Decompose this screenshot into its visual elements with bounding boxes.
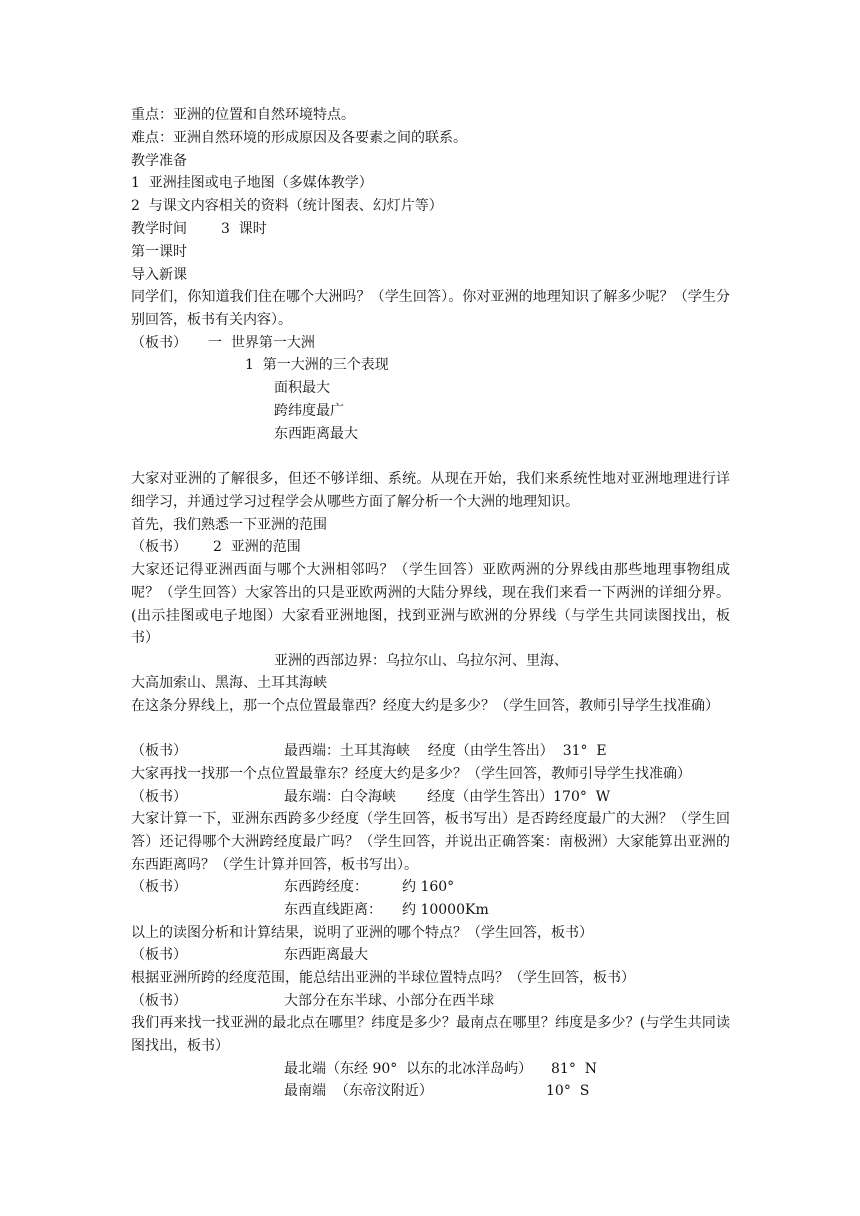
longitude-span-value: 约 160°	[402, 879, 455, 895]
lesson-title: 第一课时	[131, 244, 187, 260]
feature-board-text: 东西距离最大	[284, 947, 368, 963]
board-label: （板书）	[131, 993, 187, 1009]
board-point-latitude: 跨纬度最广	[274, 403, 344, 419]
longitude-span-label: 东西跨经度：	[284, 879, 368, 895]
range-intro-line: 首先，我们熟悉一下亚洲的范围	[131, 517, 327, 533]
board-point-area: 面积最大	[274, 380, 330, 396]
distance-label: 东西直线距离：	[284, 902, 382, 918]
board-label: （板书）	[131, 743, 187, 759]
eastmost-paragraph: 大家再找一找那一个点位置最靠东？经度大约是多少？（学生回答，教师引导学生找准确）	[131, 766, 691, 782]
board-label: （板书）	[131, 879, 187, 895]
calculation-paragraph: 大家计算一下，亚洲东西跨多少经度（学生回答，板书写出）是否跨经度最广的大洲？（学生回答）还记得哪个大洲跨经度最广吗？（学生回答，并说出正确答案：南极洲）大家能算出亚洲的东西距离吗？（学生计算并回答，板书写出）。	[131, 811, 730, 873]
north-south-paragraph: 我们再来找一找亚洲的最北点在哪里？纬度是多少？最南点在哪里？纬度是多少？(与学生共同读图找出，板书）	[131, 1015, 730, 1054]
focus-line: 重点：亚洲的位置和自然环境特点。	[131, 107, 355, 123]
prep-item-1: 1 亚洲挂图或电子地图（多媒体教学）	[131, 175, 373, 191]
intro-heading: 导入新课	[131, 267, 187, 283]
prep-item-2: 2 与课文内容相关的资料（统计图表、幻灯片等）	[131, 198, 443, 214]
northmost-value: 81° N	[551, 1061, 597, 1077]
prep-heading: 教学准备	[131, 153, 187, 169]
difficulty-line: 难点：亚洲自然环境的形成原因及各要素之间的联系。	[131, 130, 467, 146]
board-point-distance: 东西距离最大	[274, 426, 358, 442]
southmost-value: 10° S	[546, 1083, 590, 1099]
eastmost-board-text: 最东端：白令海峡 经度（由学生答出）170° W	[284, 789, 611, 805]
intro-paragraph: 同学们，你知道我们住在哪个大洲吗？（学生回答）。你对亚洲的地理知识了解多少呢？（学生分别回答，板书有关内容）。	[131, 289, 730, 328]
board-label: （板书）	[131, 335, 187, 351]
time-value: 3 课时	[221, 221, 267, 237]
hemisphere-question-line: 根据亚洲所跨的经度范围，能总结出亚洲的半球位置特点吗？（学生回答，板书）	[131, 970, 635, 986]
board-section-1-subtitle: 1 第一大洲的三个表现	[245, 357, 389, 373]
southmost-label: 最南端 （东帝汶附近）	[284, 1083, 433, 1099]
west-boundary-line-1: 亚洲的西部边界：乌拉尔山、乌拉尔河、里海、	[274, 653, 568, 669]
westmost-board-text: 最西端：土耳其海峡 经度（由学生答出） 31° E	[284, 743, 607, 759]
board-label: （板书）	[131, 539, 187, 555]
neighbors-paragraph: 大家还记得亚洲西面与哪个大洲相邻吗？（学生回答）亚欧两洲的分界线由那些地理事物组成呢？（学生回答）大家答出的只是亚欧两洲的大陆分界线，现在我们来看一下两洲的详细分界。(出示挂图或电子地图）大家看亚洲地图，找到亚洲与欧洲的分界线（与学生共同读图找出，板书）	[131, 562, 730, 647]
board-section-2-title: 2 亚洲的范围	[213, 539, 301, 555]
board-label: （板书）	[131, 947, 187, 963]
time-label: 教学时间	[131, 221, 187, 237]
hemisphere-board-text: 大部分在东半球、小部分在西半球	[284, 993, 494, 1009]
system-paragraph: 大家对亚洲的了解很多，但还不够详细、系统。从现在开始，我们来系统性地对亚洲地理进行详细学习，并通过学习过程学会从哪些方面了解分析一个大洲的地理知识。	[131, 471, 730, 510]
board-label: （板书）	[131, 789, 187, 805]
northmost-label: 最北端（东经 90° 以东的北冰洋岛屿）	[284, 1061, 533, 1077]
distance-value: 约 10000Km	[402, 902, 489, 918]
feature-question-line: 以上的读图分析和计算结果，说明了亚洲的哪个特点？（学生回答，板书）	[131, 925, 593, 941]
west-boundary-line-2: 大高加索山、黑海、土耳其海峡	[131, 675, 327, 691]
westmost-paragraph: 在这条分界线上，那一个点位置最靠西？经度大约是多少？（学生回答，教师引导学生找准确）	[131, 698, 719, 714]
board-section-1-title: 一 世界第一大洲	[208, 335, 315, 351]
